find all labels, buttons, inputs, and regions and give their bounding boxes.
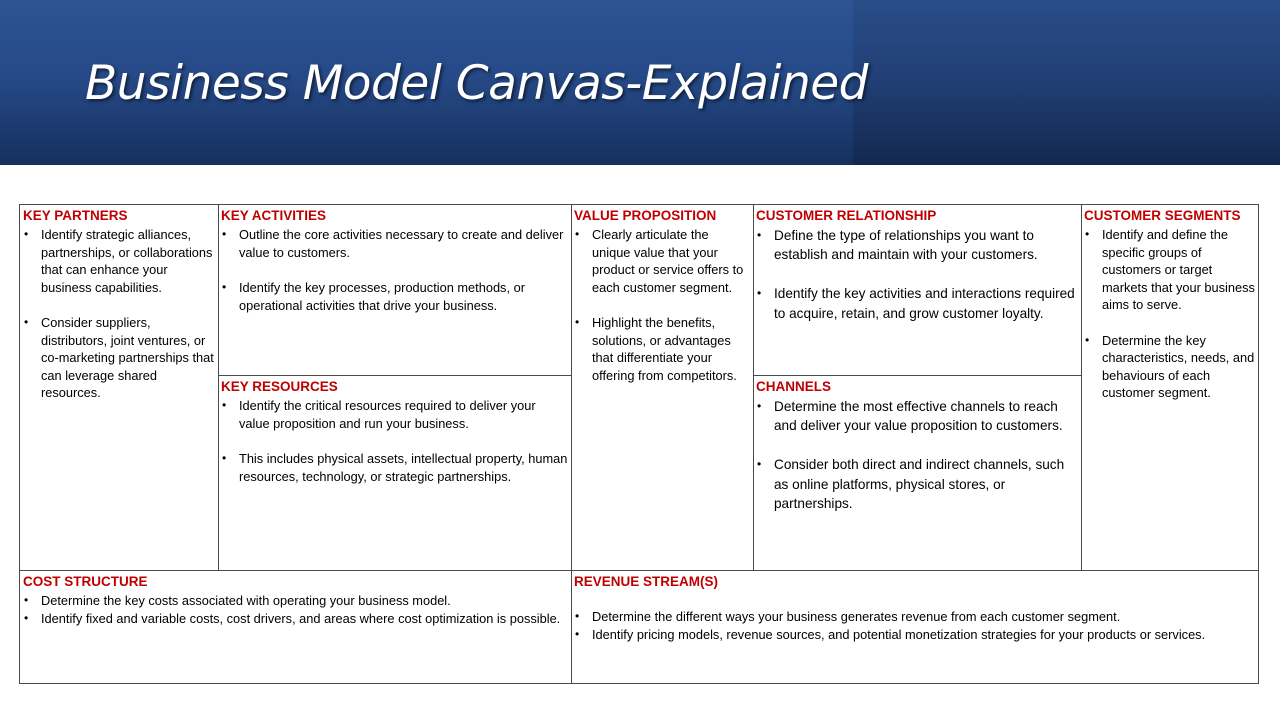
revenue-streams-bullet-1: • Determine the different ways your business generates revenue from each customer segment. (574, 608, 1255, 626)
key-partners-bullet-1: • Identify strategic alliances, partnerships, or collaborations that can enhance your business capabilities. (23, 226, 215, 296)
revenue-streams-section (571, 572, 1258, 643)
customer-segments-heading: CUSTOMER SEGMENTS (1084, 208, 1241, 223)
customer-segments-bullet-2: • Determine the key characteristics, needs, and behaviours of each customer segment. (1084, 332, 1255, 402)
key-resources-bullet-1: • Identify the critical resources required to deliver your value proposition and run your business. (221, 397, 568, 432)
customer-segments-bullet-1: • Identify and define the specific groups of customers or target markets that your business aims to serve. (1084, 226, 1255, 314)
key-resources-bullet-2: • This includes physical assets, intellectual property, human resources, technology, or strategic partnerships. (221, 450, 568, 485)
key-resources-section (218, 377, 571, 485)
key-activities-bullet-2: • Identify the key processes, production methods, or operational activities that drive your business. (221, 279, 568, 314)
revenue-streams-heading: REVENUE STREAM(S) (574, 574, 719, 589)
key-partners-bullet-2: • Consider suppliers, distributors, joint ventures, or co-marketing partnerships that can leverage shared resources. (23, 314, 215, 402)
slide-title: Business Model Canvas-Explained (85, 56, 869, 111)
channels-bullet-2: • Consider both direct and indirect channels, such as online platforms, physical stores, or partnerships. (756, 455, 1078, 513)
key-activities-bullet-1: • Outline the core activities necessary to create and deliver value to customers. (221, 226, 568, 261)
grid-border-right (1258, 204, 1259, 684)
customer-relationship-heading: CUSTOMER RELATIONSHIP (756, 208, 937, 223)
value-proposition-heading: VALUE PROPOSITION (574, 208, 717, 223)
grid-divider-relationship-channels (753, 375, 1082, 376)
cost-structure-heading: COST STRUCTURE (23, 574, 148, 589)
cost-structure-section (20, 572, 571, 627)
cost-structure-bullet-2: • Identify fixed and variable costs, cost drivers, and areas where cost optimization is possible. (23, 610, 568, 628)
cost-structure-bullet-1: • Determine the key costs associated with operating your business model. (23, 592, 568, 610)
key-activities-heading: KEY ACTIVITIES (221, 208, 327, 223)
grid-divider-activities-resources (218, 375, 572, 376)
customer-segments-section (1081, 206, 1258, 402)
grid-border-top (19, 204, 1259, 205)
channels-section (753, 377, 1081, 513)
channels-heading: CHANNELS (756, 379, 832, 394)
grid-border-bottom (19, 683, 1259, 684)
customer-relationship-bullet-1: • Define the type of relationships you want to establish and maintain with your customers. (756, 226, 1078, 264)
value-proposition-bullet-1: • Clearly articulate the unique value that your product or service offers to each customer segment. (574, 226, 750, 296)
key-partners-heading: KEY PARTNERS (23, 208, 128, 223)
title-banner-right-panel (853, 0, 1280, 165)
channels-bullet-1: • Determine the most effective channels to reach and deliver your value proposition to customers. (756, 397, 1078, 435)
key-partners-section (20, 206, 218, 402)
value-proposition-section (571, 206, 753, 384)
customer-relationship-section (753, 206, 1081, 323)
key-resources-heading: KEY RESOURCES (221, 379, 338, 394)
revenue-streams-bullet-2: • Identify pricing models, revenue sources, and potential monetization strategies for your products or services. (574, 626, 1255, 644)
customer-relationship-bullet-2: • Identify the key activities and interactions required to acquire, retain, and grow customer loyalty. (756, 284, 1078, 322)
grid-divider-bottom-row (19, 570, 1259, 571)
value-proposition-bullet-2: • Highlight the benefits, solutions, or advantages that differentiate your offering from competitors. (574, 314, 750, 384)
key-activities-section (218, 206, 571, 314)
